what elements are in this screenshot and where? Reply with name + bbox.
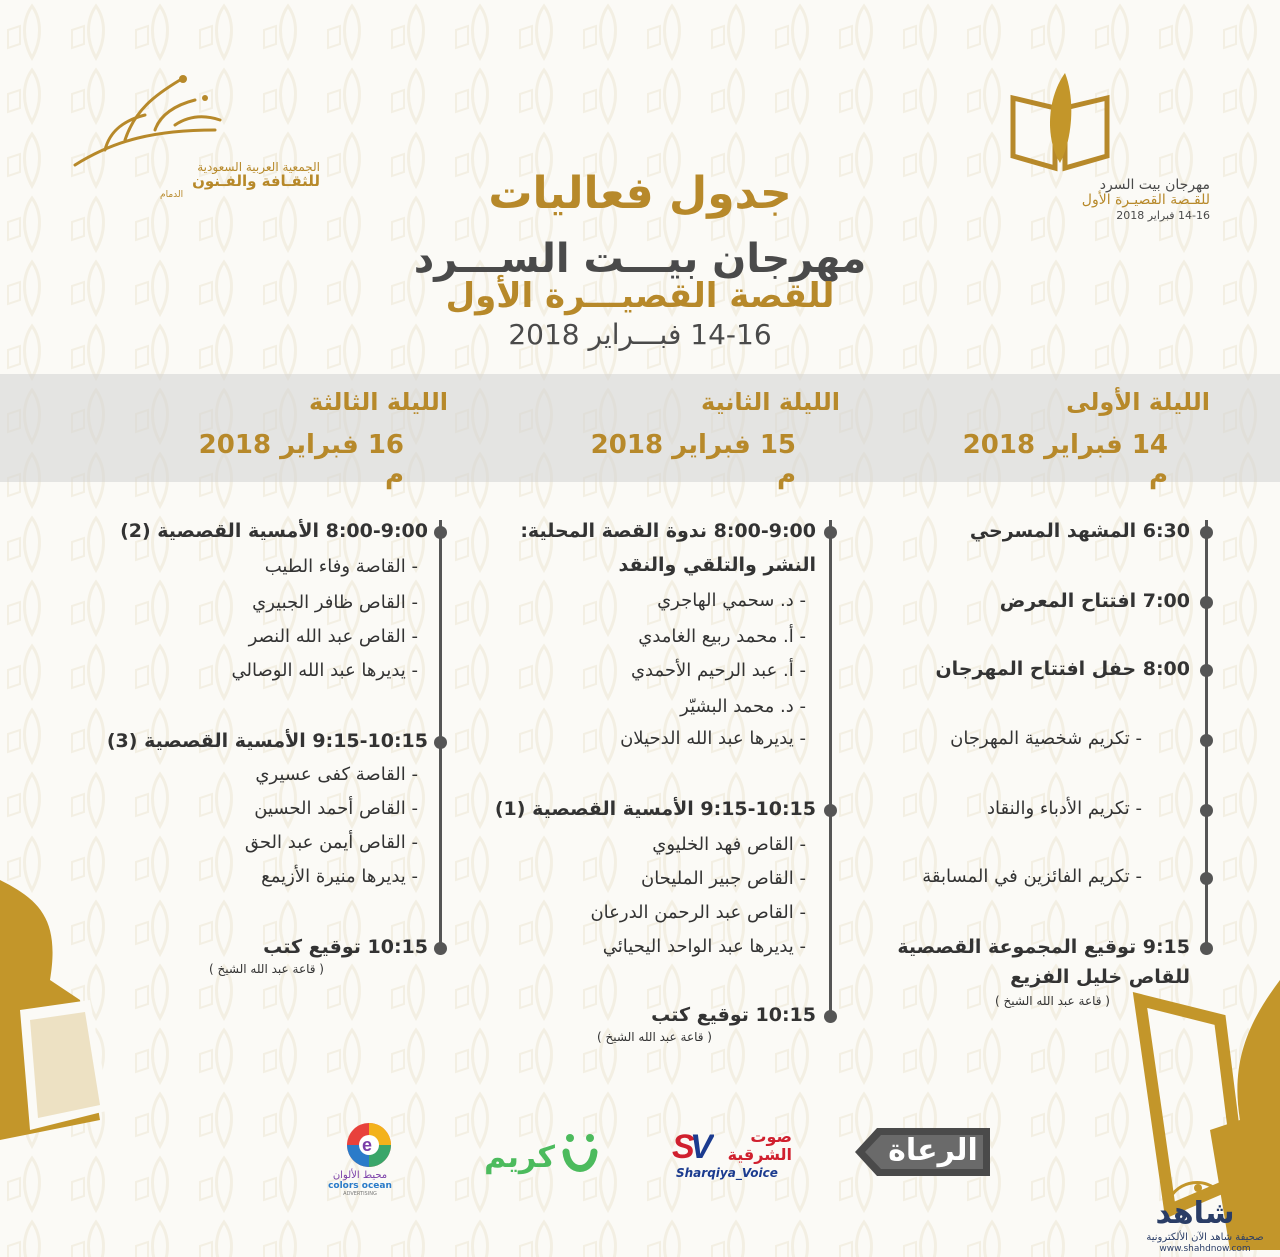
svg-text:S: S [672,1128,695,1164]
timeline-dot [434,736,447,749]
schedule-item: - يديرها منيرة الأزيمع [261,866,418,887]
festival-logo-line3: 14-16 فبراير 2018 [1116,209,1210,222]
schedule-item: 9:15-10:15 الأمسية القصصية (1) [494,798,816,820]
night-3-name: الليلة الثالثة [309,388,448,416]
night-3-date: 16 فبراير 2018 م [198,430,404,490]
timeline-dot [824,526,837,539]
festival-logo-icon [1005,68,1115,178]
schedule-item: 8:00-9:00 الأمسية القصصية (2) [120,520,428,542]
schedule-item: ( قاعة عبد الله الشيخ ) [597,1030,712,1044]
schedule-item: - القاص عبد الرحمن الدرعان [590,902,806,923]
schedule-item: 9:15 توقيع المجموعة القصصية [897,936,1190,958]
schedule-item: للقاص خليل الفزيع [1010,966,1190,988]
schedule-item: - د. سحمي الهاجري [657,590,806,611]
schedule-item: - القاص أيمن عبد الحق [244,832,418,853]
festival-logo-line1: مهرجان بيت السرد [1099,177,1210,193]
schedule-item: - يديرها عبد الواحد اليحيائي [602,936,806,957]
schedule-item: 7:00 افتتاح المعرض [999,590,1190,612]
svg-text:V: V [690,1128,713,1164]
night-2-header [580,388,840,490]
schedule-item: 8:00 حفل افتتاح المهرجان [935,658,1190,680]
timeline-dot [824,1010,837,1023]
festival-logo-line2: للقـصة القصيـرة الأول [1081,192,1210,208]
schedule-item: - القاص أحمد الحسين [254,798,418,819]
colors-ocean-name-ar: محيط الألوان [332,1170,388,1181]
timeline-dot [1200,596,1213,609]
night-1-name: الليلة الأولى [1066,388,1210,416]
schedule-item: - القاصة وفاء الطيب [264,556,418,577]
night-1-header [960,388,1210,490]
schedule-item: - تكريم الأدباء والنقاد [987,798,1142,819]
colors-ocean-logo-icon [344,1120,394,1170]
society-city: الدمام [160,190,184,200]
schedule-item: ( قاعة عبد الله الشيخ ) [209,962,324,976]
colors-ocean-sub: ADVERTISING [343,1191,377,1197]
feather-left-decoration [0,860,200,1160]
festival-logo-text [1010,178,1210,223]
sharqiya-voice-handle: Sharqiya_Voice [676,1166,778,1180]
timeline-line [439,520,442,948]
schedule-item: - القاص جبير المليحان [640,868,806,889]
schedule-item: - القاص ظافر الجبيري [252,592,418,613]
schedule-item: - القاص عبد الله النصر [248,626,418,647]
timeline-dot [1200,526,1213,539]
schedule-item: - يديرها عبد الله الدحيلان [620,728,806,749]
timeline-dot [1200,942,1213,955]
night-2-date: 15 فبراير 2018 م [590,430,796,490]
schedule-item: - أ. محمد ربيع الغامدي [638,626,806,647]
schedule-item: 10:15 توقيع كتب [263,936,428,958]
schedule-item: 9:15-10:15 الأمسية القصصية (3) [106,730,428,752]
timeline-dot [434,942,447,955]
page-title: جدول فعاليات [488,168,792,219]
night-3-header [190,388,448,490]
schedule-item: - تكريم الفائزين في المسابقة [922,866,1142,887]
festival-name: مهرجان بيـــت الســـرد [413,236,867,282]
timeline-dot [824,804,837,817]
colors-ocean-name-en: colors ocean [328,1181,392,1191]
timeline-dot [434,526,447,539]
timeline-dot [1200,872,1213,885]
schedule-item: - د. محمد البشيّر [680,696,806,717]
society-name-line2: للثقـافة والفـنون [192,172,320,190]
schedule-item: 8:00-9:00 ندوة القصة المحلية: [520,520,816,542]
schedule-item: - تكريم شخصية المهرجان [950,728,1142,749]
night-1-date: 14 فبراير 2018 م [962,430,1168,490]
sharqiya-voice-name: صوت الشرقية [727,1127,792,1164]
schedule-item: - القاصة كفى عسيري [255,764,418,785]
festival-dates: 14-16 فبـــراير 2018 [508,318,772,351]
schedule-item: - القاص فهد الخليوي [652,834,806,855]
timeline-line [829,520,832,1016]
festival-subtitle: للقصة القصيـــرة الأول [445,276,835,316]
shahid-watermark-url: www.shahdnow.com [1159,1244,1251,1254]
society-logo-text [160,160,320,202]
schedule-item: - يديرها عبد الله الوصالي [231,660,418,681]
careem-logo-icon [562,1130,598,1176]
sponsors-label: الرعاة [888,1133,978,1168]
schedule-item: 6:30 المشهد المسرحي [969,520,1190,542]
careem-name: كريم [484,1140,555,1175]
shahid-watermark-name: شاهد [1155,1196,1235,1231]
shahid-watermark-tagline: صحيفة شاهد الآن الألكترونية [1146,1232,1264,1243]
sharqiya-voice-logo-icon [672,1124,714,1164]
schedule-item: النشر والتلقي والنقد [618,554,816,576]
svg-text:e: e [362,1135,373,1155]
society-name-line1: الجمعية العربية السعودية [197,160,320,174]
schedule-item: 10:15 توقيع كتب [651,1004,816,1026]
timeline-dot [1200,804,1213,817]
schedule-item: ( قاعة عبد الله الشيخ ) [995,994,1110,1008]
schedule-item: - أ. عبد الرحيم الأحمدي [630,660,806,681]
timeline-dot [1200,664,1213,677]
night-2-name: الليلة الثانية [701,388,840,416]
timeline-dot [1200,734,1213,747]
